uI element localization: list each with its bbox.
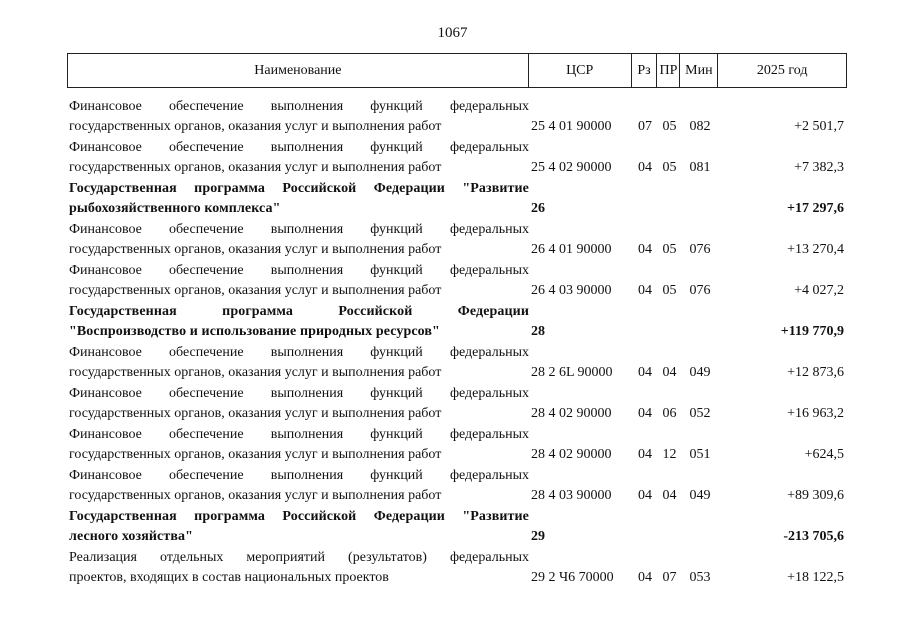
row-name-line1: Финансовое обеспечение выполнения функций федеральных [69, 386, 529, 401]
table-row [67, 261, 847, 302]
row-name-line2: государственных органов, оказания услуг и выполнения работ [69, 283, 442, 298]
row-min: 049 [689, 488, 711, 503]
row-value: +89 309,6 [787, 488, 844, 503]
row-rz: 07 [638, 119, 652, 134]
row-pr: 05 [662, 160, 677, 175]
row-name-line1: Государственная программа Российской Федерации [69, 304, 529, 319]
row-name-line1: Финансовое обеспечение выполнения функций федеральных [69, 427, 529, 442]
row-min: 082 [689, 119, 711, 134]
row-rz [632, 179, 658, 220]
row-csr: 28 4 02 90000 [531, 447, 612, 462]
row-csr: 28 4 03 90000 [531, 488, 612, 503]
row-name [67, 507, 529, 548]
row-min: 081 [689, 160, 711, 175]
table-row [67, 220, 847, 261]
table-row [67, 138, 847, 179]
row-value: +4 027,2 [794, 283, 844, 298]
row-value: +119 770,9 [780, 324, 844, 339]
row-name-line2: государственных органов, оказания услуг и выполнения работ [69, 160, 442, 175]
row-value: +624,5 [804, 447, 844, 462]
row-pr [658, 302, 681, 343]
row-pr: 07 [662, 570, 677, 585]
row-pr: 12 [662, 447, 677, 462]
program-row [67, 179, 847, 220]
header-rz: Рз [632, 54, 658, 87]
row-name [67, 343, 529, 384]
table-row [67, 548, 847, 589]
row-rz [632, 507, 658, 548]
header-pr: ПР [657, 54, 680, 87]
row-name-line1: Финансовое обеспечение выполнения функций федеральных [69, 222, 529, 237]
row-name-line1: Финансовое обеспечение выполнения функций федеральных [69, 99, 529, 114]
row-value: +12 873,6 [787, 365, 844, 380]
row-rz: 04 [638, 283, 652, 298]
row-pr: 06 [662, 406, 677, 421]
row-name-line1: Государственная программа Российской Федерации "Развитие [69, 509, 529, 524]
row-csr: 26 4 03 90000 [531, 283, 612, 298]
table-row [67, 384, 847, 425]
row-name-line2: государственных органов, оказания услуг и выполнения работ [69, 406, 442, 421]
row-min: 049 [689, 365, 711, 380]
row-rz: 04 [638, 406, 652, 421]
header-min: Мин [680, 54, 718, 87]
row-name-line1: Финансовое обеспечение выполнения функций федеральных [69, 140, 529, 155]
row-name-line2: государственных органов, оказания услуг и выполнения работ [69, 488, 442, 503]
row-name-line1: Финансовое обеспечение выполнения функций федеральных [69, 468, 529, 483]
table-row [67, 425, 847, 466]
row-value: +13 270,4 [787, 242, 844, 257]
row-name-line2: государственных органов, оказания услуг и выполнения работ [69, 365, 442, 380]
row-name [67, 220, 529, 261]
table-row [67, 466, 847, 507]
row-pr: 05 [662, 283, 677, 298]
row-name [67, 466, 529, 507]
row-min: 076 [689, 242, 711, 257]
row-value: +7 382,3 [794, 160, 844, 175]
row-min [681, 302, 719, 343]
row-name-line1: Реализация отдельных мероприятий (результатов) федеральных [69, 550, 529, 565]
row-name [67, 548, 529, 589]
table-body [67, 97, 847, 589]
row-name-line2: "Воспроизводство и использование природных ресурсов" [69, 324, 440, 339]
row-pr [658, 179, 681, 220]
program-row [67, 507, 847, 548]
row-name-line2: проектов, входящих в состав национальных проектов [69, 570, 389, 585]
row-csr: 26 [531, 201, 545, 216]
row-name [67, 138, 529, 179]
row-name-line1: Государственная программа Российской Федерации "Развитие [69, 181, 529, 196]
row-csr: 28 [531, 324, 545, 339]
row-pr: 04 [662, 488, 677, 503]
program-row [67, 302, 847, 343]
row-csr: 25 4 01 90000 [531, 119, 612, 134]
row-name-line1: Финансовое обеспечение выполнения функций федеральных [69, 263, 529, 278]
row-csr: 28 4 02 90000 [531, 406, 612, 421]
row-csr: 25 4 02 90000 [531, 160, 612, 175]
row-value: +17 297,6 [787, 201, 844, 216]
row-name [67, 179, 529, 220]
row-value: -213 705,6 [783, 529, 844, 544]
header-year: 2025 год [756, 62, 808, 78]
row-pr [658, 507, 681, 548]
row-name [67, 97, 529, 138]
row-min [681, 507, 719, 548]
row-csr: 29 [531, 529, 545, 544]
row-name [67, 261, 529, 302]
row-csr: 28 2 6L 90000 [531, 365, 613, 380]
row-name-line2: государственных органов, оказания услуг и выполнения работ [69, 242, 442, 257]
row-rz: 04 [638, 242, 652, 257]
row-rz: 04 [638, 160, 652, 175]
row-value: +2 501,7 [794, 119, 844, 134]
row-rz: 04 [638, 447, 652, 462]
table-row [67, 343, 847, 384]
row-csr: 29 2 Ч6 70000 [531, 570, 614, 585]
row-min: 051 [689, 447, 711, 462]
row-min: 053 [689, 570, 711, 585]
row-name-line2: государственных органов, оказания услуг и выполнения работ [69, 119, 442, 134]
table-header [67, 53, 847, 88]
page-number: 1067 [437, 25, 468, 41]
row-name-line2: лесного хозяйства" [69, 529, 193, 544]
row-name [67, 384, 529, 425]
row-name [67, 425, 529, 466]
row-csr: 26 4 01 90000 [531, 242, 612, 257]
row-pr: 05 [662, 119, 677, 134]
row-name [67, 302, 529, 343]
row-rz: 04 [638, 365, 652, 380]
row-min: 052 [689, 406, 711, 421]
row-pr: 05 [662, 242, 677, 257]
row-rz: 04 [638, 570, 652, 585]
row-min [681, 179, 719, 220]
row-value: +16 963,2 [787, 406, 844, 421]
row-min: 076 [689, 283, 711, 298]
row-name-line2: рыбохозяйственного комплекса" [69, 201, 281, 216]
row-name-line2: государственных органов, оказания услуг и выполнения работ [69, 447, 442, 462]
row-rz [632, 302, 658, 343]
row-pr: 04 [662, 365, 677, 380]
table-row [67, 97, 847, 138]
row-rz: 04 [638, 488, 652, 503]
header-name: Наименование [68, 54, 529, 87]
header-csr: ЦСР [529, 54, 632, 87]
row-value: +18 122,5 [787, 570, 844, 585]
row-name-line1: Финансовое обеспечение выполнения функций федеральных [69, 345, 529, 360]
